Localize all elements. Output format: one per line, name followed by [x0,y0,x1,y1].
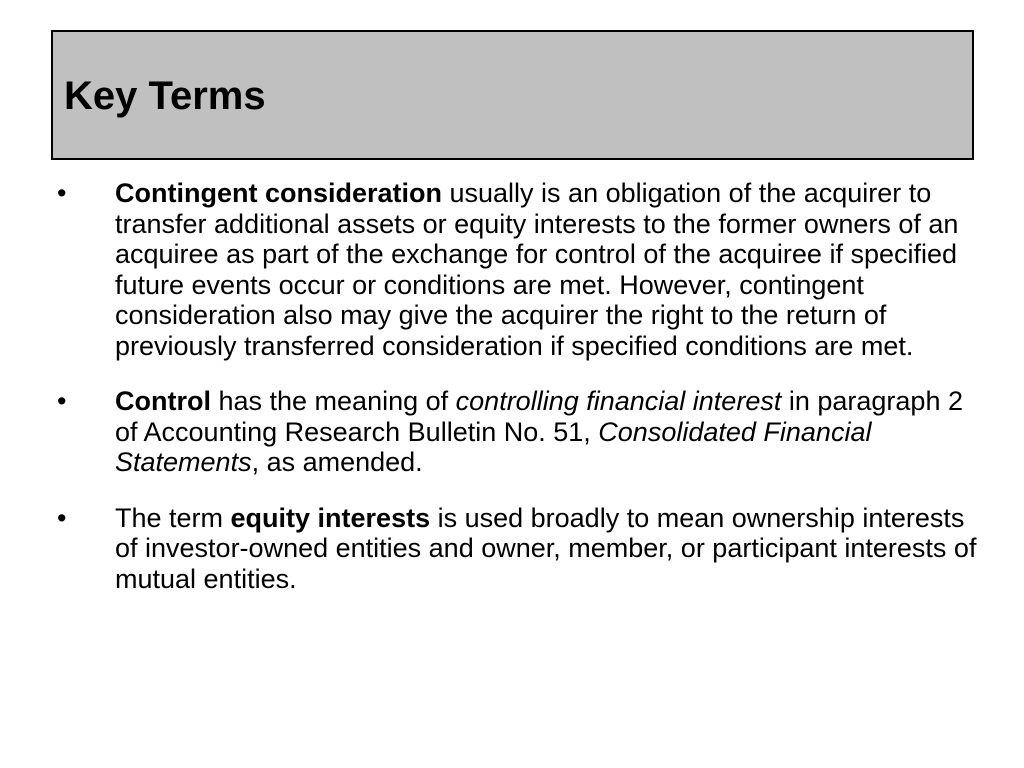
bullet-icon: • [57,386,67,416]
bullet-list [57,178,987,619]
lead-text: The term [115,502,231,533]
italic-phrase: controlling financial interest [455,386,782,416]
bullet-contingent-consideration [57,178,987,361]
bullet-equity-interests [57,503,987,595]
term-equity-interests: equity interests [230,502,431,533]
definition-text: is used broadly to mean ownership interests of investor-owned entities and owner, member, or participant interests of mutual entities. [115,502,977,594]
term-control: Control [115,386,211,416]
term-contingent-consideration: Contingent consideration [115,178,442,208]
bullet-control [57,386,987,478]
italic-document-title: Consolidated Financial Statements [115,416,872,477]
slide-title: Key Terms [64,74,266,118]
definition-text: in paragraph 2 of Accounting Research Bulletin No. 51, [115,386,963,447]
definition-text: usually is an obligation of the acquirer to transfer additional assets or equity interests to the former owners of an acquiree as part of the exchange for control of the acquiree if specified future events occur or conditions are met. However, contingent consideration also may give the acquirer the right to the return of previously transferred consideration if specified conditions are met. [115,178,959,361]
definition-text: has the meaning of [210,386,456,416]
bullet-icon: • [57,502,67,533]
bullet-icon: • [57,178,67,208]
definition-text: , as amended. [251,447,423,477]
title-banner [51,30,974,160]
